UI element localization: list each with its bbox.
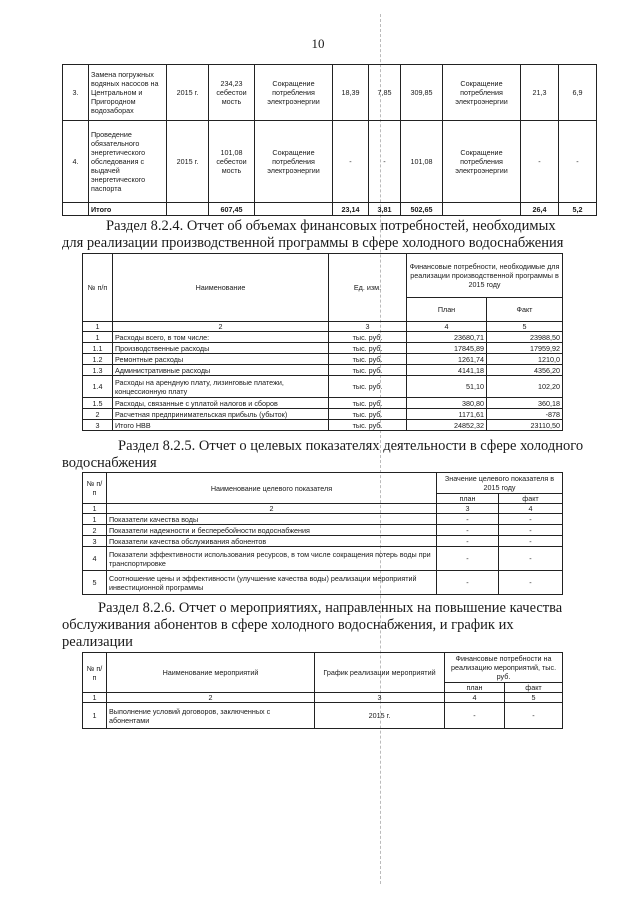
table-cell: Расходы всего, в том числе: xyxy=(113,332,329,343)
table-cell: 3,81 xyxy=(369,203,401,216)
table-cell: 23680,71 xyxy=(407,332,487,343)
table-cell: Административные расходы xyxy=(113,365,329,376)
section-824-heading: Раздел 8.2.4. Отчет об объемах финансовых потребностей, необходимых для реализации производственной программы в сфере холодного водоснабжения xyxy=(62,218,564,251)
table-cell: 2015 г. xyxy=(167,121,209,203)
page-number: 10 xyxy=(311,36,325,51)
table-cell: Показатели качества обслуживания абонентов xyxy=(107,536,437,547)
table-cell: 607,45 xyxy=(209,203,255,216)
col-header-name: Наименование xyxy=(113,254,329,322)
col-header-num: № п/п xyxy=(83,254,113,322)
col-header-num: № п/п xyxy=(83,653,107,693)
table-cell xyxy=(63,203,89,216)
table-row xyxy=(83,332,563,343)
table-row xyxy=(83,409,563,420)
table-row xyxy=(83,420,563,431)
table-cell: - xyxy=(437,571,499,595)
table-cell: 3 xyxy=(83,420,113,431)
col-header-num: № п/п xyxy=(83,473,107,504)
service-measures-table xyxy=(82,652,563,729)
table-row xyxy=(83,571,563,595)
col-header-unit: Ед. изм. xyxy=(329,254,407,322)
table-cell: 2 xyxy=(83,409,113,420)
table-cell: 7,85 xyxy=(369,65,401,121)
table-cell: 18,39 xyxy=(333,65,369,121)
table-cell: 101,08 себестои мость xyxy=(209,121,255,203)
table-cell: - xyxy=(559,121,597,203)
table-row xyxy=(83,536,563,547)
table-cell: 2015 г. xyxy=(315,703,445,729)
col-header-name: Наименование мероприятий xyxy=(107,653,315,693)
table-cell: 3. xyxy=(63,65,89,121)
table-cell: Показатели эффективности использования ресурсов, в том числе сокращения потерь воды при транспортировке xyxy=(107,547,437,571)
total-row xyxy=(63,203,597,216)
table-cell xyxy=(443,203,521,216)
table-cell: Замена погружных водяных насосов на Центральном и Пригородном водозаборах xyxy=(89,65,167,121)
table-cell: - xyxy=(437,514,499,525)
table-cell: - xyxy=(505,703,563,729)
table-cell: 360,18 xyxy=(487,398,563,409)
table-cell: тыс. руб. xyxy=(329,365,407,376)
table-cell: 502,65 xyxy=(401,203,443,216)
table-cell: тыс. руб. xyxy=(329,398,407,409)
table-cell: 1 xyxy=(83,693,107,703)
table-cell: Производственные расходы xyxy=(113,343,329,354)
table-cell: 309,85 xyxy=(401,65,443,121)
table-cell: 2 xyxy=(113,322,329,332)
table-cell: - xyxy=(437,536,499,547)
table-row xyxy=(63,121,597,203)
table-cell: Расчетная предпринимательская прибыль (убыток) xyxy=(113,409,329,420)
table-cell: Показатели надежности и бесперебойности водоснабжения xyxy=(107,525,437,536)
target-indicators-table xyxy=(82,472,563,595)
table-cell: 17959,92 xyxy=(487,343,563,354)
table-cell xyxy=(255,203,333,216)
table-cell: 1261,74 xyxy=(407,354,487,365)
table-cell: 4 xyxy=(407,322,487,332)
col-header-schedule: График реализации мероприятий xyxy=(315,653,445,693)
table-cell: 3 xyxy=(329,322,407,332)
table-cell: тыс. руб. xyxy=(329,376,407,398)
table-row xyxy=(83,343,563,354)
table-cell: 3 xyxy=(83,536,107,547)
table-cell: 5 xyxy=(487,322,563,332)
table-cell: - xyxy=(333,121,369,203)
table-cell: 380,80 xyxy=(407,398,487,409)
table-cell: 26,4 xyxy=(521,203,559,216)
table-cell: 4 xyxy=(445,693,505,703)
table-cell: - xyxy=(445,703,505,729)
table-row xyxy=(83,514,563,525)
table-cell: Сокращение потребления электроэнергии xyxy=(255,65,333,121)
table-cell: тыс. руб. xyxy=(329,420,407,431)
table-cell: 1.4 xyxy=(83,376,113,398)
table-cell: - xyxy=(369,121,401,203)
table-cell: 21,3 xyxy=(521,65,559,121)
table-cell: 1.1 xyxy=(83,343,113,354)
table-row xyxy=(63,65,597,121)
table-row xyxy=(83,398,563,409)
table-cell: - xyxy=(437,547,499,571)
measures-table xyxy=(62,64,597,216)
table-cell: Проведение обязательного энергетического обследования с выдачей энергетического паспорта xyxy=(89,121,167,203)
table-cell: 23,14 xyxy=(333,203,369,216)
table-cell: 4 xyxy=(499,504,563,514)
table-cell: Ремонтные расходы xyxy=(113,354,329,365)
table-row xyxy=(83,365,563,376)
table-cell: Сокращение потребления электроэнергии xyxy=(443,121,521,203)
table-cell: 5 xyxy=(83,571,107,595)
table-cell: 5 xyxy=(505,693,563,703)
table-cell: 1171,61 xyxy=(407,409,487,420)
table-cell: - xyxy=(499,514,563,525)
table-cell: - xyxy=(499,536,563,547)
table-row xyxy=(83,354,563,365)
table-cell: Расходы, связанные с уплатой налогов и сборов xyxy=(113,398,329,409)
table-cell: 17845,89 xyxy=(407,343,487,354)
section-826-heading: Раздел 8.2.6. Отчет о мероприятиях, направленных на повышение качества обслуживания абонентов в сфере холодного водоснабжения, и график их реализации xyxy=(62,600,563,650)
col-header-name: Наименование целевого показателя xyxy=(107,473,437,504)
table-cell: - xyxy=(521,121,559,203)
table-cell: 1 xyxy=(83,332,113,343)
table-cell: тыс. руб. xyxy=(329,409,407,420)
table-cell: 4356,20 xyxy=(487,365,563,376)
table-cell: - xyxy=(499,547,563,571)
table-cell: 1 xyxy=(83,703,107,729)
col-header-fact: Факт xyxy=(487,298,563,322)
table-cell: Расходы на арендную плату, лизинговые платежи, концессионную плату xyxy=(113,376,329,398)
table-cell: 1 xyxy=(83,322,113,332)
table-cell: 1.2 xyxy=(83,354,113,365)
table-cell: 51,10 xyxy=(407,376,487,398)
table-row xyxy=(83,547,563,571)
table-cell: 101,08 xyxy=(401,121,443,203)
section-825-heading: Раздел 8.2.5. Отчет о целевых показателях деятельности в сфере холодного водоснабжения xyxy=(62,438,584,471)
table-cell: - xyxy=(499,571,563,595)
table-cell: Сокращение потребления электроэнергии xyxy=(443,65,521,121)
table-cell: 4141,18 xyxy=(407,365,487,376)
table-cell: - xyxy=(437,525,499,536)
table-cell: 2 xyxy=(107,693,315,703)
col-header-fin: Финансовые потребности на реализацию мероприятий, тыс. руб. xyxy=(445,653,563,683)
table-cell: Итого НВВ xyxy=(113,420,329,431)
col-header-plan: План xyxy=(407,298,487,322)
table-cell: - xyxy=(499,525,563,536)
table-cell: 23110,50 xyxy=(487,420,563,431)
table-cell: 2015 г. xyxy=(167,65,209,121)
table-cell: Выполнение условий договоров, заключенных с абонентами xyxy=(107,703,315,729)
table-cell: 102,20 xyxy=(487,376,563,398)
table-cell: тыс. руб. xyxy=(329,343,407,354)
table-cell: 1 xyxy=(83,514,107,525)
table-cell: Соотношение цены и эффективности (улучшение качества воды) реализации мероприятий инвестиционной программы xyxy=(107,571,437,595)
table-cell: 6,9 xyxy=(559,65,597,121)
col-header-fact: факт xyxy=(499,494,563,504)
table-row xyxy=(83,525,563,536)
col-header-fact: факт xyxy=(505,683,563,693)
table-cell: Сокращение потребления электроэнергии xyxy=(255,121,333,203)
table-cell: 3 xyxy=(315,693,445,703)
table-cell: 23988,50 xyxy=(487,332,563,343)
table-cell: 3 xyxy=(437,504,499,514)
table-row xyxy=(83,376,563,398)
col-header-plan: план xyxy=(445,683,505,693)
table-cell: 234,23 себестои мость xyxy=(209,65,255,121)
table-cell: Итого xyxy=(89,203,167,216)
table-cell: 5,2 xyxy=(559,203,597,216)
financial-needs-table xyxy=(82,253,563,431)
table-cell: тыс. руб. xyxy=(329,332,407,343)
table-cell xyxy=(167,203,209,216)
table-cell: тыс. руб. xyxy=(329,354,407,365)
table-cell: 1210,0 xyxy=(487,354,563,365)
table-cell: 2 xyxy=(83,525,107,536)
col-header-plan: план xyxy=(437,494,499,504)
table-cell: -878 xyxy=(487,409,563,420)
table-cell: Показатели качества воды xyxy=(107,514,437,525)
table-cell: 1 xyxy=(83,504,107,514)
table-cell: 1.5 xyxy=(83,398,113,409)
table-row xyxy=(83,703,563,729)
col-header-fin: Финансовые потребности, необходимые для реализации производственной программы в 2015 году xyxy=(407,254,563,298)
table-cell: 4. xyxy=(63,121,89,203)
table-cell: 24852,32 xyxy=(407,420,487,431)
col-header-value: Значение целевого показателя в 2015 году xyxy=(437,473,563,494)
table-cell: 1.3 xyxy=(83,365,113,376)
table-cell: 2 xyxy=(107,504,437,514)
table-cell: 4 xyxy=(83,547,107,571)
